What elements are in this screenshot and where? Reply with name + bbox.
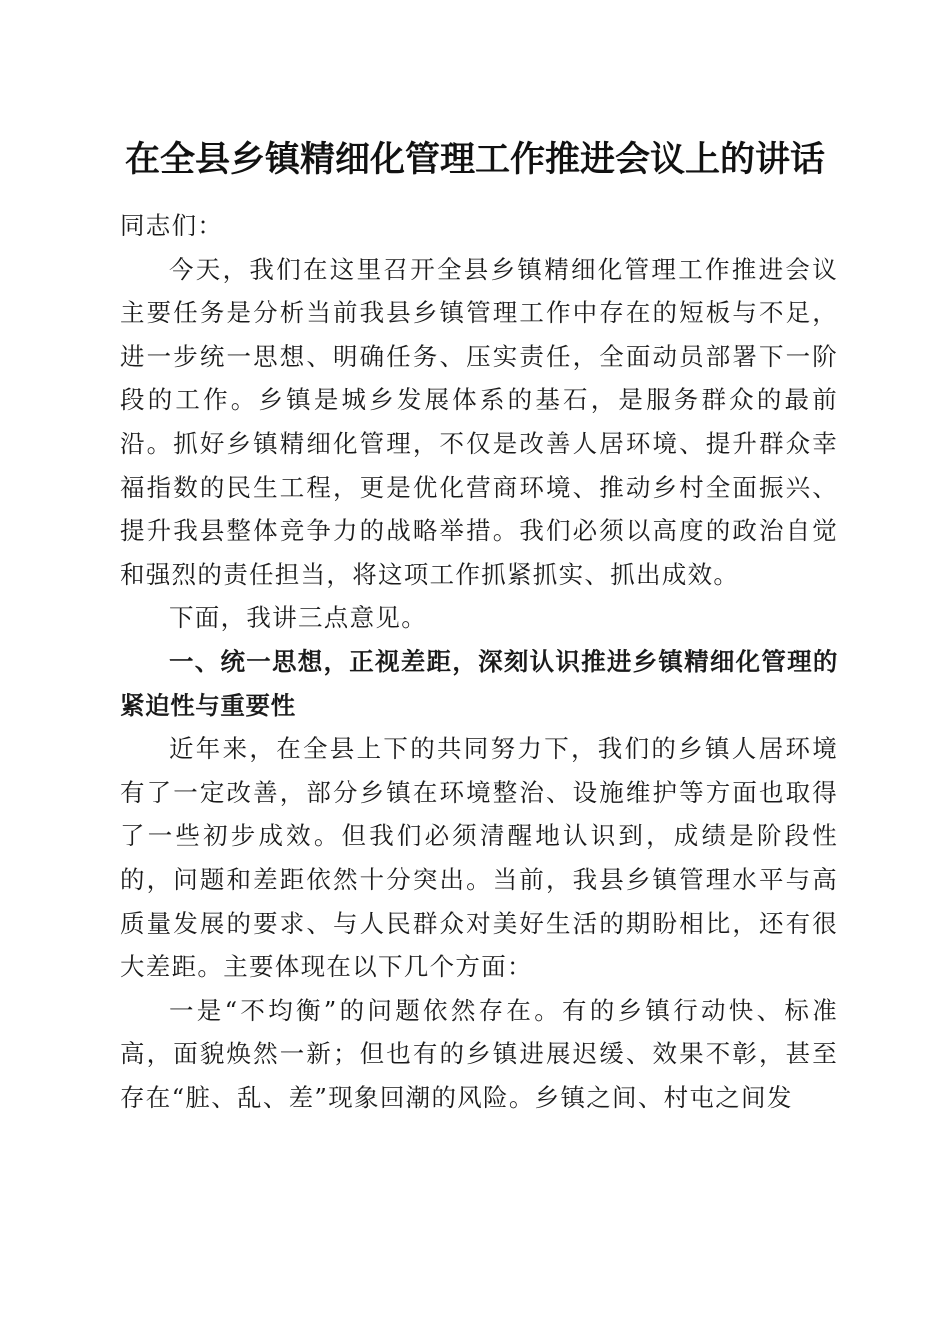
opening-paragraph: 今天，我们在这里召开全县乡镇精细化管理工作推进会议主要任务是分析当前我县乡镇管理工作中存在的短板与不足，进一步统一思想、明确任务、压实责任，全面动员部署下一阶段的工作。乡镇是城乡发展体系的基石，是服务群众的最前沿。抓好乡镇精细化管理，不仅是改善人居环境、提升群众幸福指数的民生工程，更是优化营商环境、推动乡村全面振兴、提升我县整体竞争力的战略举措。我们必须以高度的政治自觉和强烈的责任担当，将这项工作抓紧抓实、抓出成效。 [120, 254, 838, 589]
section-1-paragraph: 近年来，在全县上下的共同努力下，我们的乡镇人居环境有了一定改善，部分乡镇在环境整治、设施维护等方面也取得了一些初步成效。但我们必须清醒地认识到，成绩是阶段性的，问题和差距依然十分突出。当前，我县乡镇管理水平与高质量发展的要求、与人民群众对美好生活的期盼相比，还有很大差距。主要体现在以下几个方面： [120, 734, 838, 982]
salutation: 同志们： [120, 211, 224, 240]
section-1-point-1 [120, 989, 838, 1120]
document-body [120, 204, 838, 1119]
point-1-text: 有的乡镇行动快、标准高，面貌焕然一新；但也有的乡镇进展迟缓、效果不彰，甚至存在“脏、乱、差”现象回潮的风险。乡镇之间、村屯之间发 [120, 995, 838, 1112]
section-1-heading: 一、统一思想，正视差距，深刻认识推进乡镇精细化管理的紧迫性与重要性 [120, 646, 838, 720]
point-1-lead: 一是“不均衡”的问题依然存在。 [169, 995, 563, 1025]
outline-paragraph: 下面，我讲三点意见。 [169, 603, 427, 633]
document-title: 在全县乡镇精细化管理工作推进会议上的讲话 [124, 139, 825, 180]
